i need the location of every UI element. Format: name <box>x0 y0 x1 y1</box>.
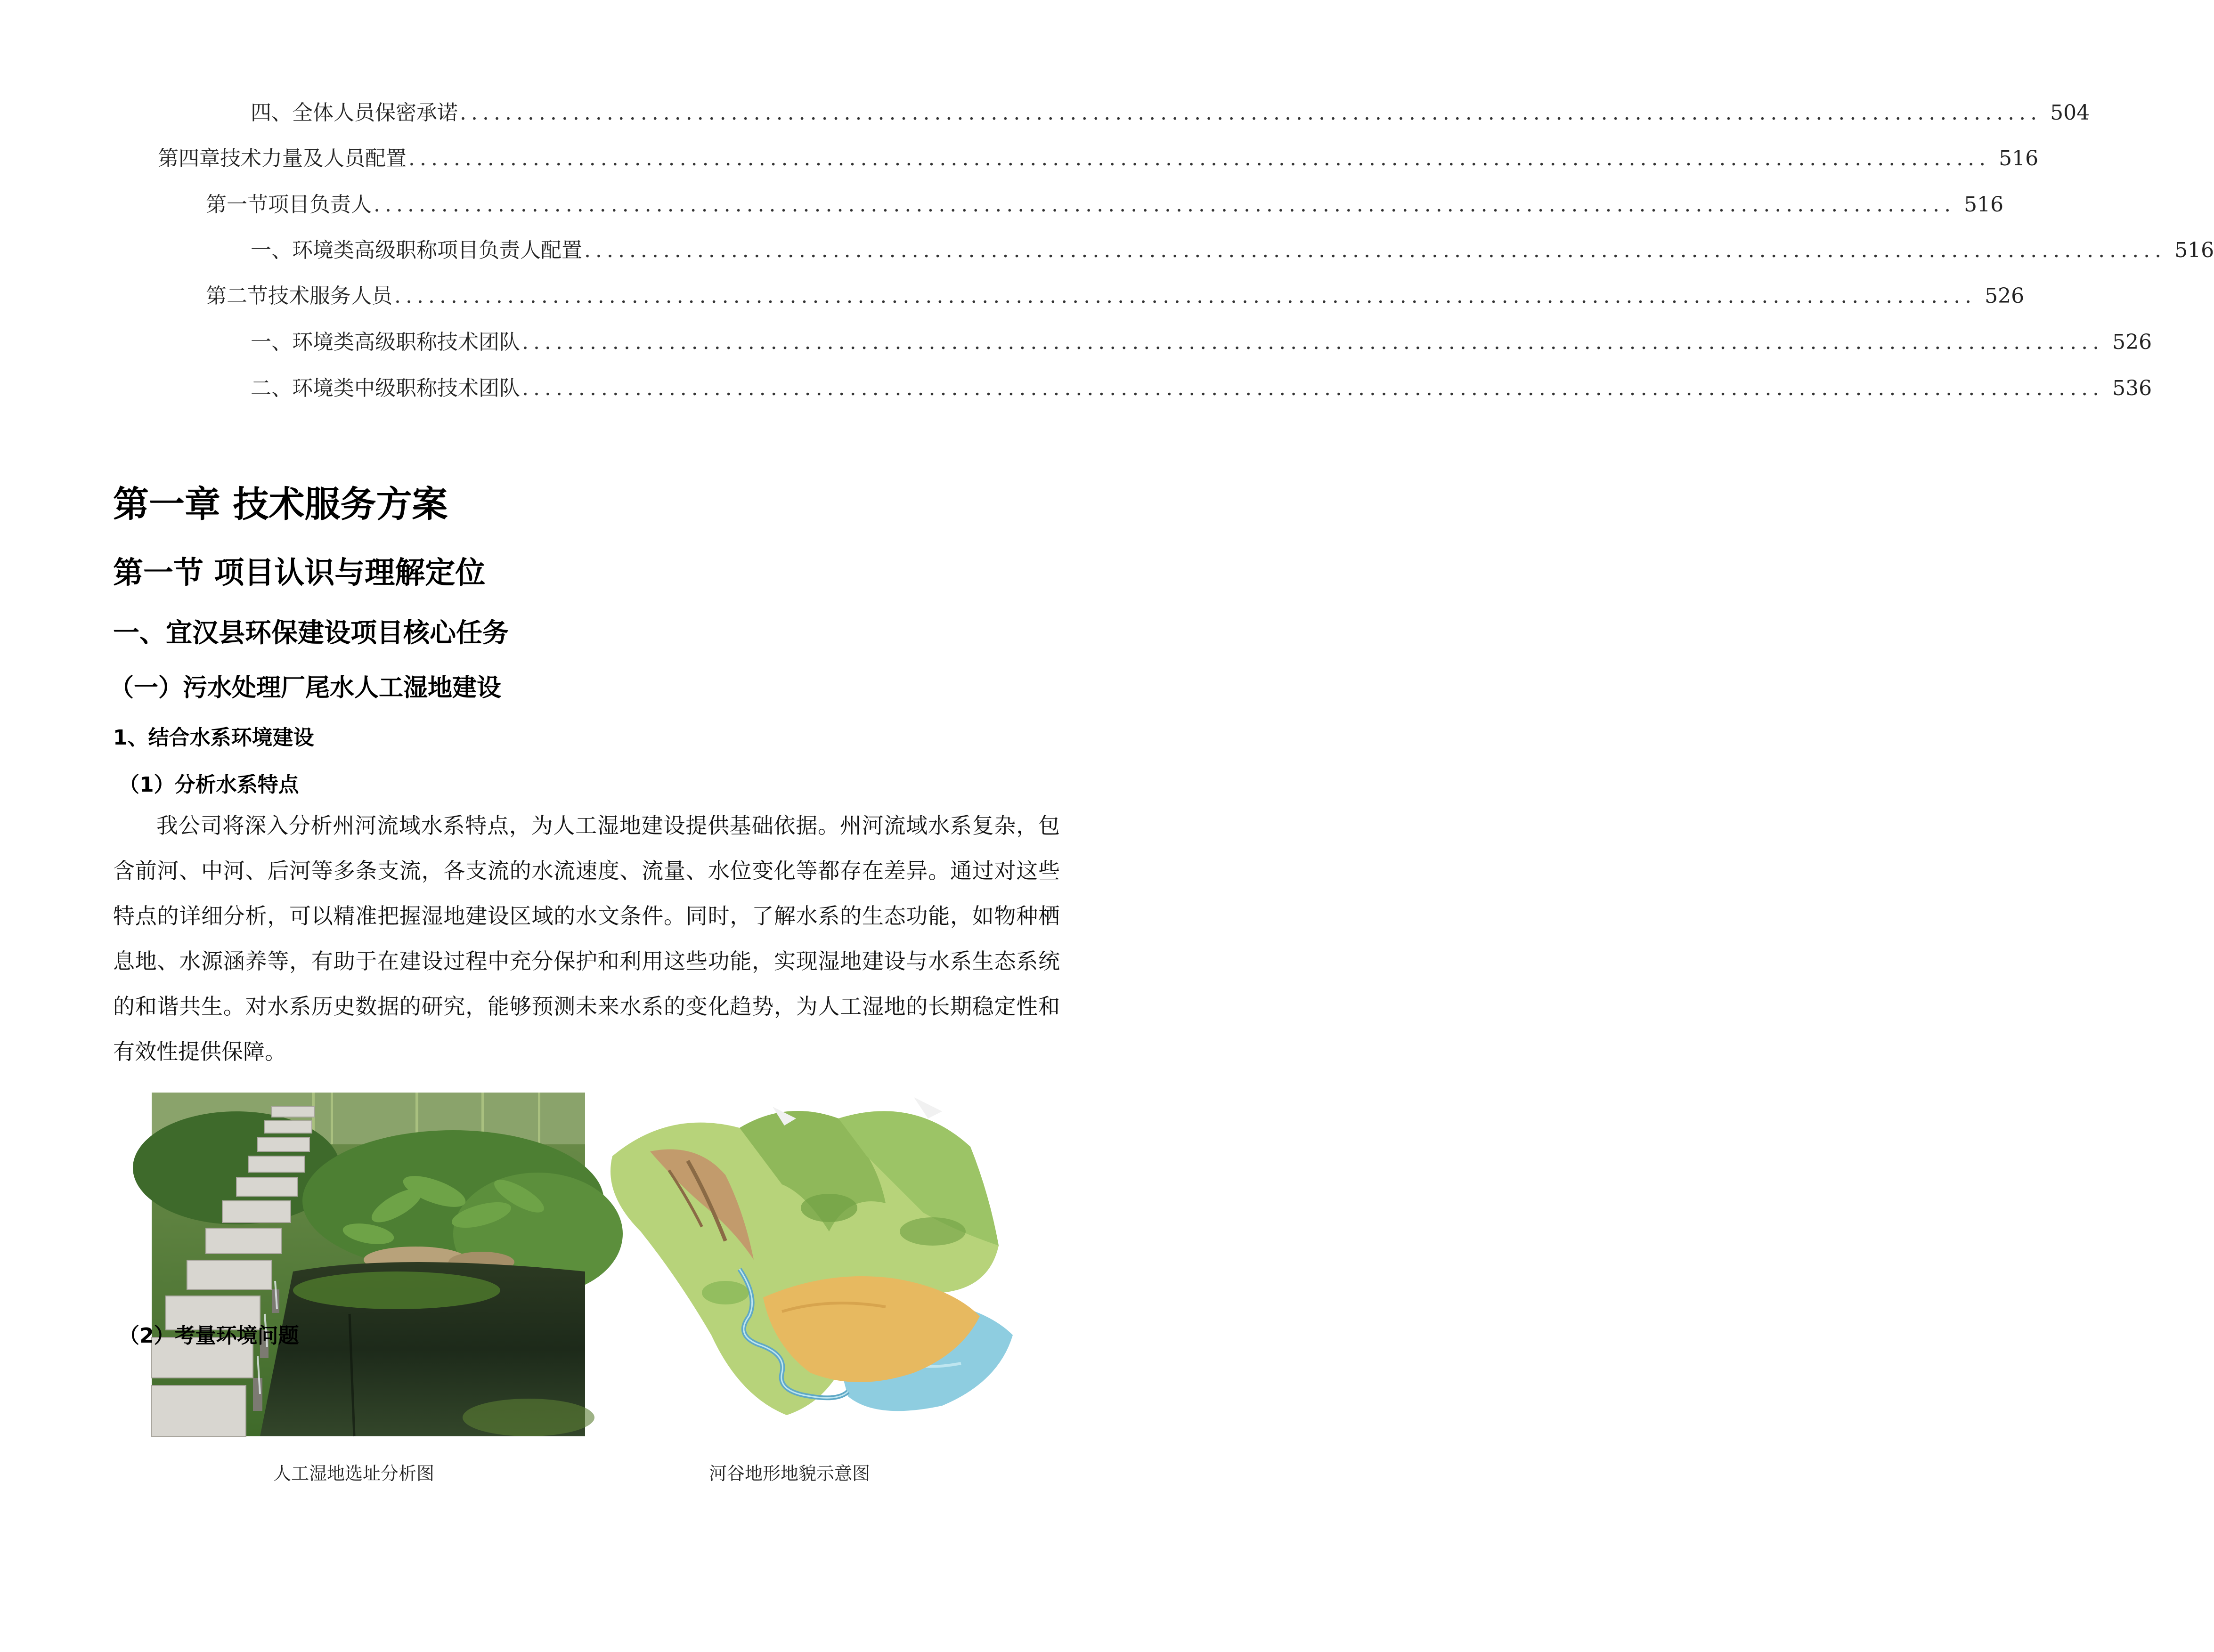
toc-entry-title: 环境类高级职称技术团队 <box>292 330 520 354</box>
toc-entry-number: 第四章 <box>158 146 220 170</box>
toc-entry-number: 一、 <box>251 238 292 262</box>
chapter-heading: 第一章 技术服务方案 <box>113 483 448 525</box>
toc-entry-title: 技术服务人员 <box>268 284 392 308</box>
toc-entry-title: 环境类高级职称项目负责人配置 <box>292 238 582 262</box>
toc-entry[interactable] <box>251 97 2090 130</box>
toc-entry-number: 四、 <box>251 101 292 125</box>
toc-entry[interactable] <box>251 234 2214 267</box>
toc-entry[interactable] <box>206 280 2025 313</box>
item-heading: （一）污水处理厂尾水人工湿地建设 <box>109 674 502 702</box>
toc-entry-title: 项目负责人 <box>268 193 372 217</box>
body-paragraph: 我公司将深入分析州河流域水系特点，为人工湿地建设提供基础依据。州河流域水系复杂，包含前河、中河、后河等多条支流，各支流的水流速度、流量、水位变化等都存在差异。通过对这些特点的详细分析，可以精准把握湿地建设区域的水文条件。同时，了解水系的生态功能，如物种栖息地、水源涵养等，有助于在建设过程中充分保护和利用这些功能，实现湿地建设与水系生态系统的和谐共生。对水系历史数据的研究，能够预测未来水系的变化趋势，为人工湿地的长期稳定性和有效性提供保障。 <box>113 813 1060 1064</box>
toc-leader-dots: ............................................................................................................................................ <box>374 193 1956 217</box>
subpoint-heading: （1）分析水系特点 <box>119 773 299 797</box>
toc-entry-page: 536 <box>2112 376 2152 400</box>
toc-entry-page: 526 <box>1985 284 2025 308</box>
toc-entry-page: 516 <box>2174 238 2214 262</box>
toc-entry-number: 一、 <box>251 330 292 354</box>
toc-leader-dots: ............................................................................................................................................ <box>522 376 2104 400</box>
toc-entry[interactable] <box>206 188 2004 221</box>
point-heading: 1、结合水系环境建设 <box>113 726 314 750</box>
toc-leader-dots: ............................................................................................................................................ <box>408 146 1991 170</box>
toc-leader-dots: ............................................................................................................................................ <box>522 330 2104 354</box>
subsection-heading: 一、宜汉县环保建设项目核心任务 <box>113 618 509 648</box>
next-subpoint-heading: （2）考量环境问题 <box>119 1324 299 1348</box>
wetland-photo <box>152 1093 585 1436</box>
toc-entry-number: 第二节 <box>206 284 268 308</box>
valley-landform-illustration <box>584 1090 1027 1434</box>
toc-entry-page: 516 <box>1964 193 2004 217</box>
toc-leader-dots: ............................................................................................................................................ <box>394 284 1977 308</box>
figure-caption: 河谷地形地貌示意图 <box>709 1463 871 1484</box>
toc-entry-number: 第一节 <box>206 193 268 217</box>
toc-entry-title: 环境类中级职称技术团队 <box>292 376 520 400</box>
toc-entry[interactable] <box>158 142 2039 175</box>
figure-caption: 人工湿地选址分析图 <box>273 1463 435 1484</box>
toc-entry[interactable] <box>251 326 2152 359</box>
toc-entry-number: 二、 <box>251 376 292 400</box>
toc-leader-dots: ............................................................................................................................................ <box>584 238 2166 262</box>
toc-entry[interactable] <box>251 372 2152 405</box>
toc-entry-page: 516 <box>1999 146 2039 170</box>
section-heading: 第一节 项目认识与理解定位 <box>113 556 486 591</box>
toc-entry-title: 技术力量及人员配置 <box>220 146 407 170</box>
toc-entry-title: 全体人员保密承诺 <box>292 101 458 125</box>
toc-leader-dots: ............................................................................................................................................ <box>460 101 2042 125</box>
toc-entry-page: 504 <box>2050 101 2090 125</box>
toc-entry-page: 526 <box>2112 330 2152 354</box>
